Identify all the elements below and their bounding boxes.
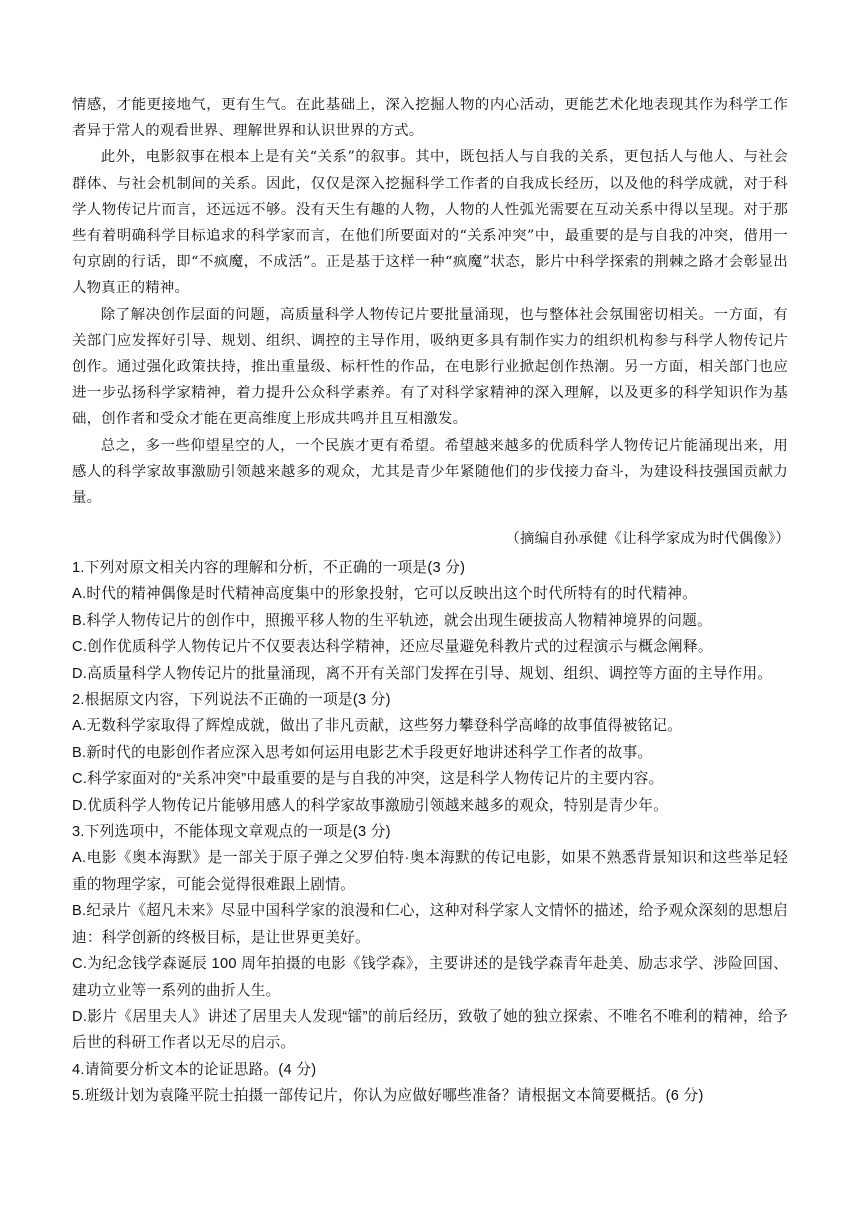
question-stem: 3.下列选项中，不能体现文章观点的一项是(3 分) (72, 824, 391, 841)
option-c: C.为纪念钱学森诞辰 100 周年拍摄的电影《钱学森》，主要讲述的是钱学森青年赴美、励志求学、涉险回国、建功立业等一系列的曲折人生。 (72, 956, 788, 999)
question-1 (72, 555, 788, 687)
question-list (72, 555, 788, 1110)
option-b: B.新时代的电影创作者应深入思考如何运用电影艺术手段更好地讲述科学工作者的故事。 (72, 744, 653, 761)
essay-passage (72, 92, 788, 511)
option-d: D.优质科学人物传记片能够用感人的科学家故事激励引领越来越多的观众，特别是青少年。 (72, 797, 669, 814)
option-a: A.无数科学家取得了辉煌成就，做出了非凡贡献，这些努力攀登科学高峰的故事值得被铭记。 (72, 718, 683, 735)
question-stem: 1.下列对原文相关内容的理解和分析，不正确的一项是(3 分) (72, 560, 466, 576)
question-stem: 2.根据原文内容，下列说法不正确的一项是(3 分) (72, 692, 391, 709)
question-4 (72, 1057, 788, 1083)
option-d: D.影片《居里夫人》讲述了居里夫人发现“镭”的前后经历，致敬了她的独立探索、不唯名不唯利的精神，给予后世的科研工作者以无尽的启示。 (72, 1008, 788, 1052)
essay-paragraph: 此外，电影叙事在根本上是有关“关系”的叙事。其中，既包括人与自我的关系，更包括人与他人、与社会群体、与社会机制间的关系。因此，仅仅是深入挖掘科学工作者的自我成长经历，以及他的科学成就，对于科学人物传记片而言，还远远不够。没有天生有趣的人物，人物的人性弧光需要在互动关系中得以呈现。对于那些有着明确科学目标追求的科学家而言，在他们所要面对的“关系冲突”中，最重要的是与自我的冲突，借用一句京剧的行话，即“不疯魔，不成活”。正是基于这样一种“疯魔”状态，影片中科学探索的荆棘之路才会彰显出人物真正的精神。 (72, 149, 788, 297)
option-b: B.纪录片《超凡未来》尽显中国科学家的浪漫和仁心，这种对科学家人文情怀的描述，给予观众深刻的思想启迪：科学创新的终极目标，是让世界更美好。 (72, 903, 788, 946)
question-2 (72, 687, 788, 819)
question-3 (72, 819, 788, 1057)
option-a: A.时代的精神偶像是时代精神高度集中的形象投射，它可以反映出这个时代所特有的时代精神。 (72, 586, 698, 603)
option-d: D.高质量科学人物传记片的批量涌现，离不开有关部门发挥在引导、规划、组织、调控等方面的主导作用。 (72, 665, 773, 682)
essay-paragraph: 情感，才能更接地气，更有生气。在此基础上，深入挖掘人物的内心活动，更能艺术化地表现其作为科学工作者异于常人的观看世界、理解世界和认识世界的方式。 (72, 97, 788, 140)
option-c: C.创作优质科学人物传记片不仅要表达科学精神，还应尽量避免科教片式的过程演示与概念阐释。 (72, 639, 713, 656)
essay-paragraph: 总之，多一些仰望星空的人，一个民族才更有希望。希望越来越多的优质科学人物传记片能涌现出来，用感人的科学家故事激励引领越来越多的观众，尤其是青少年紧随他们的步伐接力奋斗，为建设科技强国贡献力量。 (72, 437, 788, 507)
source-citation: （摘编自孙承健《让科学家成为时代偶像》） (505, 531, 790, 547)
question-5 (72, 1083, 788, 1109)
question-stem: 5.班级计划为袁隆平院士拍摄一部传记片，你认为应做好哪些准备？请根据文本简要概括。(6 分) (72, 1088, 704, 1105)
option-c: C.科学家面对的“关系冲突”中最重要的是与自我的冲突，这是科学人物传记片的主要内容。 (72, 771, 664, 788)
question-stem: 4.请简要分析文本的论证思路。(4 分) (72, 1061, 317, 1078)
essay-paragraph: 除了解决创作层面的问题，高质量科学人物传记片要批量涌现，也与整体社会氛围密切相关。一方面，有关部门应发挥好引导、规划、组织、调控的主导作用，吸纳更多具有制作实力的组织机构参与科学人物传记片创作。通过强化政策扶持，推出重量级、标杆性的作品，在电影行业掀起创作热潮。另一方面，相关部门也应进一步弘扬科学家精神，着力提升公众科学素养。有了对科学家精神的深入理解，以及更多的科学知识作为基础，创作者和受众才能在更高维度上形成共鸣并且互相激发。 (72, 306, 788, 428)
option-b: B.科学人物传记片的创作中，照搬平移人物的生平轨迹，就会出现生硬拔高人物精神境界的问题。 (72, 612, 712, 629)
option-a: A.电影《奥本海默》是一部关于原子弹之父罗伯特·奥本海默的传记电影，如果不熟悉背景知识和这些举足轻重的物理学家，可能会觉得很难跟上剧情。 (72, 850, 788, 893)
